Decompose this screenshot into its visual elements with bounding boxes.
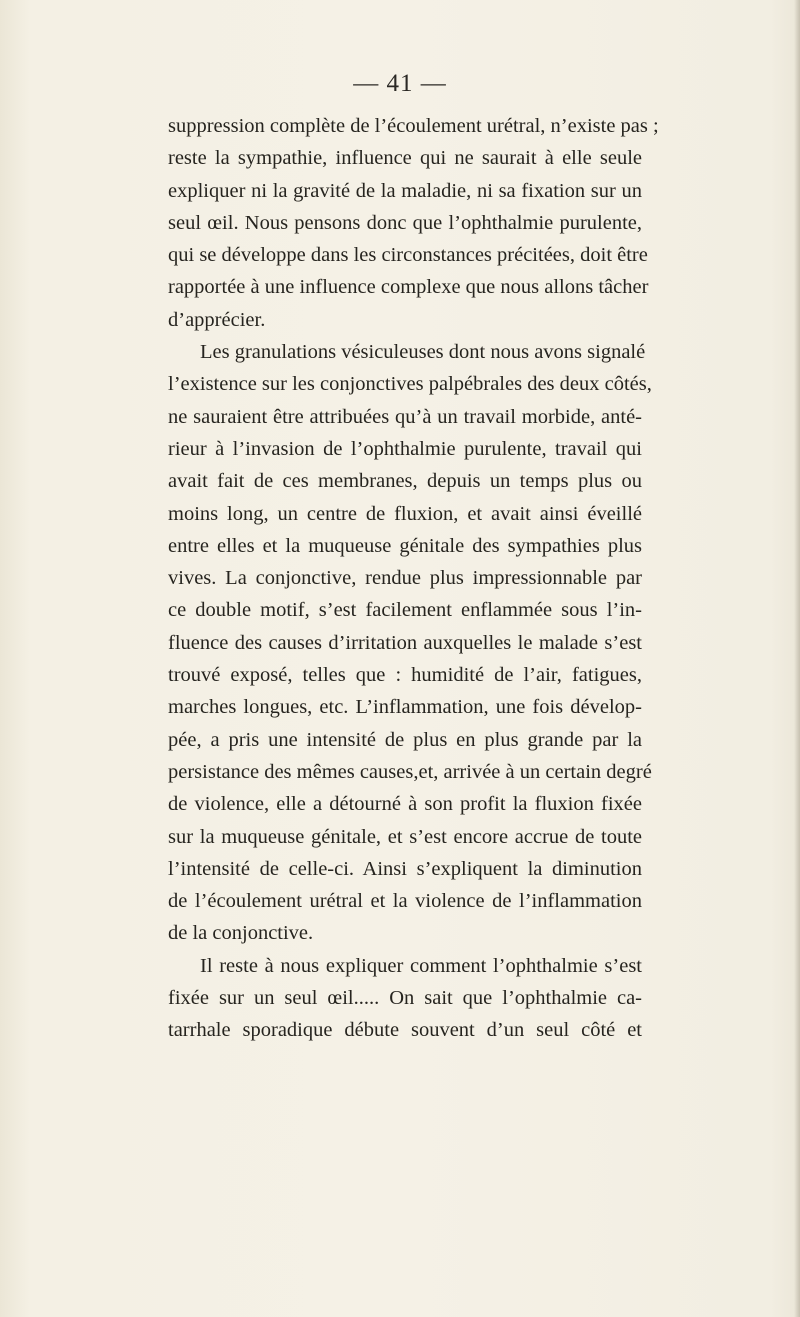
text-line: ne sauraient être attribuées qu’à un travail morbide, anté- <box>168 405 642 428</box>
text-line: de l’écoulement urétral et la violence de l’inflammation <box>168 890 642 913</box>
text-line: fixée sur un seul œil..... On sait que l’ophthalmie ca- <box>168 987 642 1010</box>
text-line: l’existence sur les conjonctives palpébrales des deux côtés, <box>168 373 652 396</box>
text-line: trouvé exposé, telles que : humidité de l’air, fatigues, <box>168 664 642 687</box>
text-line: sur la muqueuse génitale, et s’est encore accrue de toute <box>168 825 642 848</box>
text-line: entre elles et la muqueuse génitale des sympathies plus <box>168 534 642 557</box>
text-line: vives. La conjonctive, rendue plus impressionnable par <box>168 567 642 590</box>
text-line: suppression complète de l’écoulement urétral, n’existe pas ; <box>168 115 659 137</box>
text-line: seul œil. Nous pensons donc que l’ophthalmie purulente, <box>168 211 642 234</box>
page-number: — 41 — <box>353 70 447 97</box>
text-line: fluence des causes d’irritation auxquelles le malade s’est <box>168 631 642 654</box>
text-line: tarrhale sporadique débute souvent d’un seul côté et <box>168 1019 642 1042</box>
text-line: de la conjonctive. <box>168 922 314 945</box>
text-line: Les granulations vésiculeuses dont nous avons signalé <box>200 341 646 364</box>
text-line: ce double motif, s’est facilement enflammée sous l’in- <box>168 599 642 622</box>
page-edge-shadow <box>794 0 800 1317</box>
text-line: qui se développe dans les circonstances précitées, doit être <box>168 244 648 267</box>
text-line: expliquer ni la gravité de la maladie, ni sa fixation sur un <box>168 179 642 202</box>
text-line: l’intensité de celle-ci. Ainsi s’expliquent la diminution <box>168 857 642 880</box>
text-line: moins long, un centre de fluxion, et avait ainsi éveillé <box>168 502 642 525</box>
text-line: reste la sympathie, influence qui ne saurait à elle seule <box>168 147 642 170</box>
text-line: rapportée à une influence complexe que nous allons tâcher <box>168 276 649 299</box>
text-line: persistance des mêmes causes,et, arrivée à un certain degré <box>168 760 652 783</box>
text-line: Il reste à nous expliquer comment l’ophthalmie s’est <box>200 954 642 977</box>
text-line: rieur à l’invasion de l’ophthalmie purulente, travail qui <box>168 437 642 460</box>
text-line: d’apprécier. <box>168 308 266 331</box>
text-line: de violence, elle a détourné à son profit la fluxion fixée <box>168 793 642 816</box>
body-text <box>168 110 659 1047</box>
text-line: avait fait de ces membranes, depuis un temps plus ou <box>168 470 642 493</box>
text-line: pée, a pris une intensité de plus en plus grande par la <box>168 728 642 751</box>
text-line: marches longues, etc. L’inflammation, une fois dévelop- <box>168 696 642 719</box>
